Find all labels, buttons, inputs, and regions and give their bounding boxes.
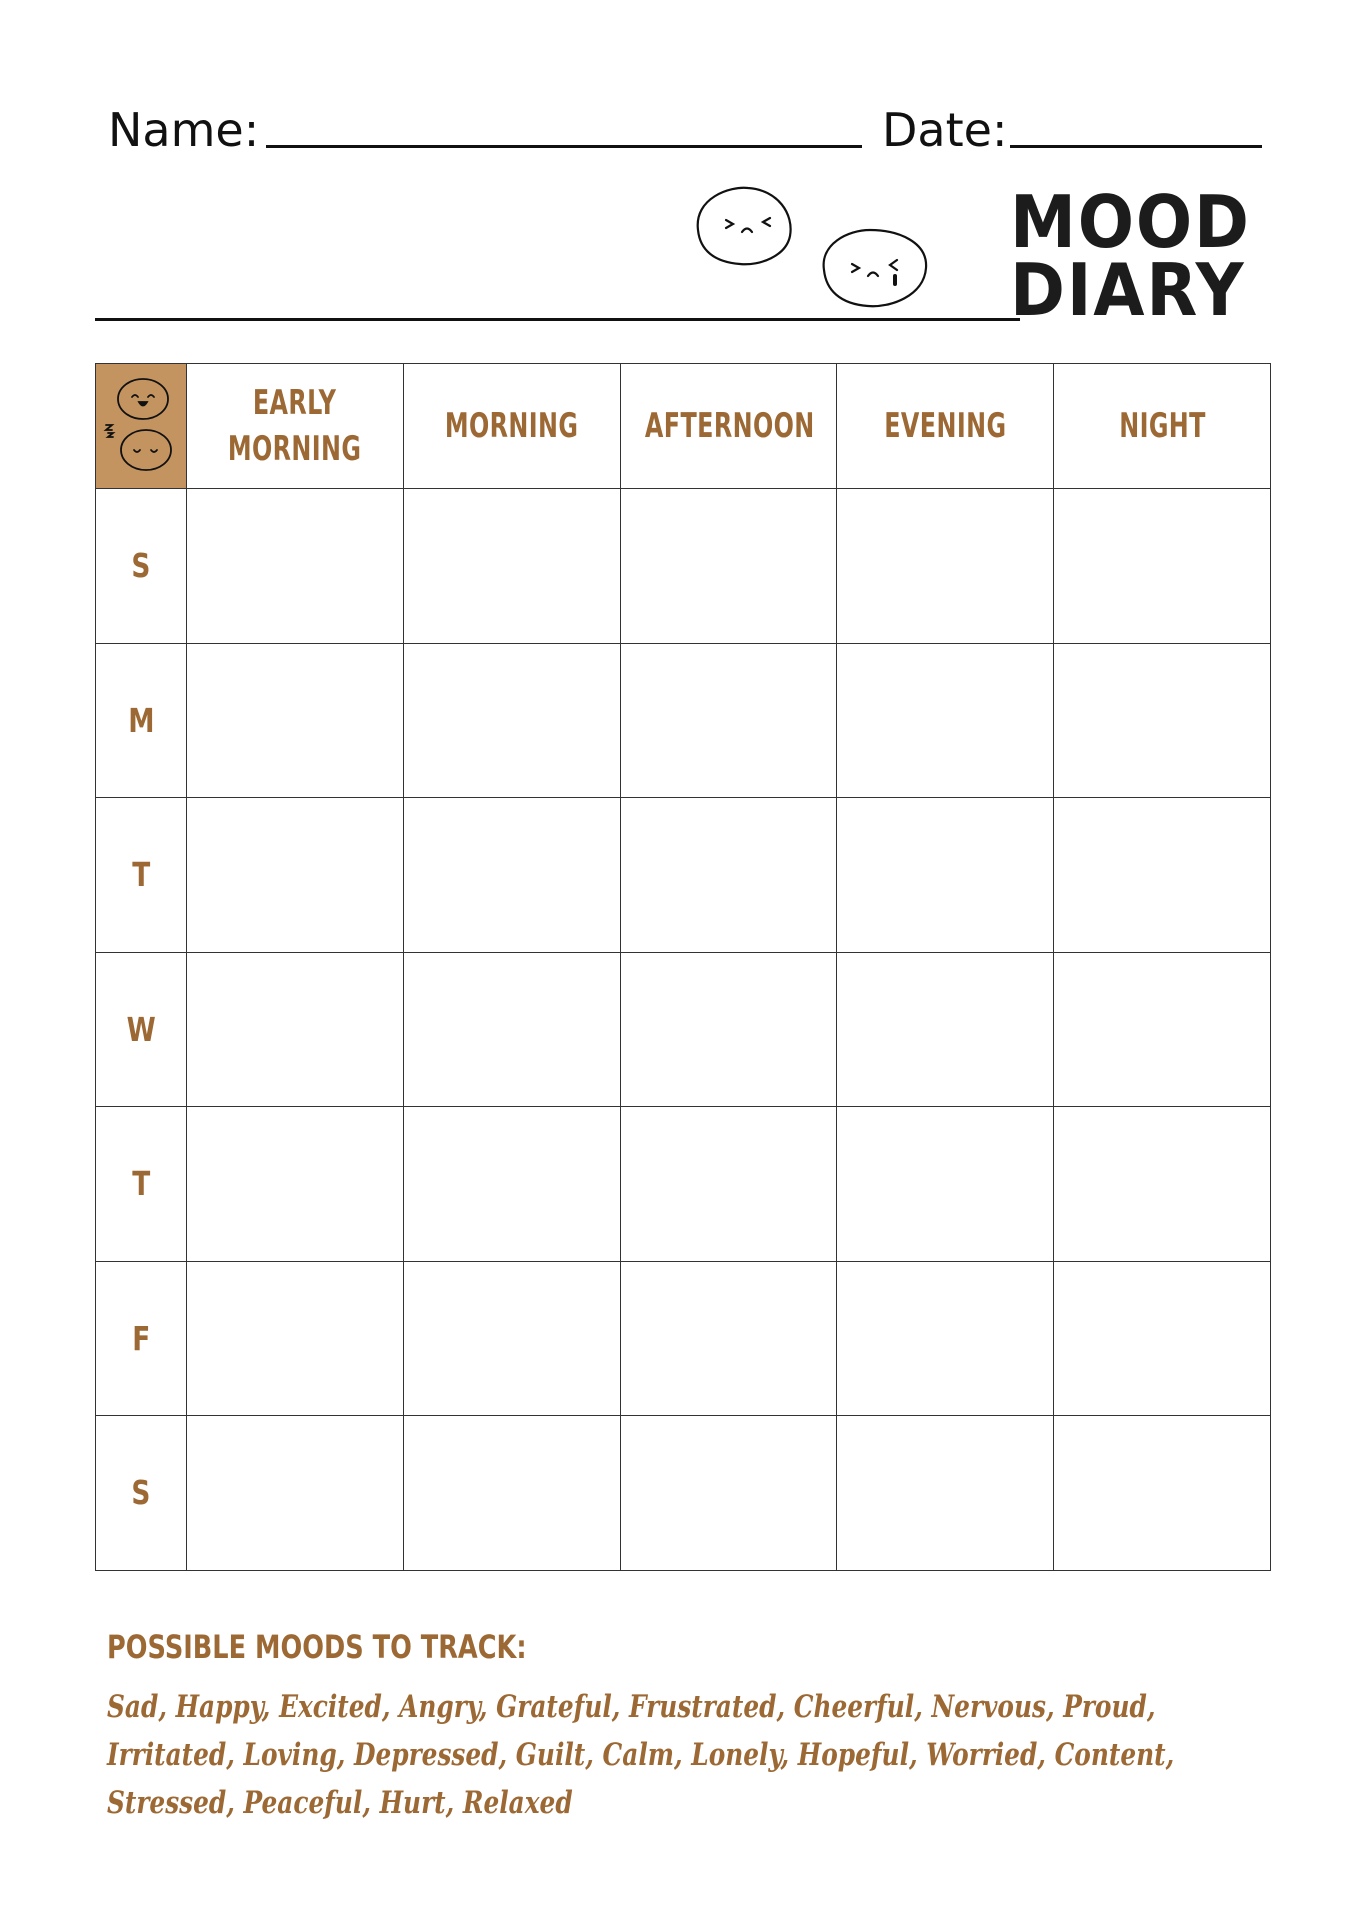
column-header-morning: MORNING xyxy=(403,364,620,489)
table-row xyxy=(96,1416,1271,1571)
entry-cell[interactable] xyxy=(837,1261,1054,1416)
entry-cell[interactable] xyxy=(837,643,1054,798)
entry-cell[interactable] xyxy=(837,489,1054,644)
entry-cell[interactable] xyxy=(403,1416,620,1571)
column-header-night: NIGHT xyxy=(1054,364,1271,489)
entry-cell[interactable] xyxy=(403,1107,620,1262)
title-line-1: MOOD xyxy=(1010,180,1251,264)
date-field-line[interactable] xyxy=(1010,145,1262,148)
entry-cell[interactable] xyxy=(620,798,837,953)
day-label: S xyxy=(131,1473,151,1513)
table-row xyxy=(96,489,1271,644)
crying-face-icon xyxy=(824,230,926,306)
title-underline xyxy=(95,318,1020,321)
moods-list xyxy=(107,1683,1243,1827)
moods-line: Stressed, Peaceful, Hurt, Relaxed xyxy=(107,1785,573,1821)
mood-tracker-table xyxy=(95,363,1271,1571)
entry-cell[interactable] xyxy=(620,952,837,1107)
entry-cell[interactable] xyxy=(1054,1107,1271,1262)
table-row xyxy=(96,1261,1271,1416)
title-line-2: DIARY xyxy=(1010,248,1246,332)
entry-cell[interactable] xyxy=(187,489,404,644)
entry-cell[interactable] xyxy=(1054,489,1271,644)
table-row xyxy=(96,1107,1271,1262)
column-header-evening: EVENING xyxy=(837,364,1054,489)
entry-cell[interactable] xyxy=(403,952,620,1107)
entry-cell[interactable] xyxy=(1054,643,1271,798)
day-label: T xyxy=(131,1164,150,1204)
happy-face-icon xyxy=(118,379,168,419)
moods-heading: POSSIBLE MOODS TO TRACK: xyxy=(107,1628,527,1666)
day-cell xyxy=(96,1261,187,1416)
entry-cell[interactable] xyxy=(403,798,620,953)
day-label: F xyxy=(131,1318,151,1358)
entry-cell[interactable] xyxy=(187,952,404,1107)
entry-cell[interactable] xyxy=(620,1416,837,1571)
entry-cell[interactable] xyxy=(187,643,404,798)
entry-cell[interactable] xyxy=(1054,798,1271,953)
entry-cell[interactable] xyxy=(187,1416,404,1571)
column-header-afternoon: AFTERNOON xyxy=(620,364,837,489)
date-label: Date: xyxy=(882,103,1008,157)
corner-cell xyxy=(96,364,187,489)
day-cell xyxy=(96,489,187,644)
day-label: T xyxy=(131,855,150,895)
day-cell xyxy=(96,1416,187,1571)
entry-cell[interactable] xyxy=(837,952,1054,1107)
header-row xyxy=(96,364,1271,489)
entry-cell[interactable] xyxy=(837,798,1054,953)
day-cell xyxy=(96,1107,187,1262)
corner-faces-decoration xyxy=(96,364,187,484)
entry-cell[interactable] xyxy=(620,643,837,798)
name-label: Name: xyxy=(108,103,260,157)
name-field-line[interactable] xyxy=(266,145,862,148)
mood-faces-decoration xyxy=(690,180,940,320)
table-row xyxy=(96,952,1271,1107)
frowning-face-icon xyxy=(698,188,791,264)
entry-cell[interactable] xyxy=(187,798,404,953)
day-cell xyxy=(96,643,187,798)
page-title xyxy=(1010,180,1251,332)
entry-cell[interactable] xyxy=(620,1107,837,1262)
table-row xyxy=(96,798,1271,953)
day-label: W xyxy=(126,1009,156,1049)
day-cell xyxy=(96,798,187,953)
entry-cell[interactable] xyxy=(1054,1416,1271,1571)
entry-cell[interactable] xyxy=(403,643,620,798)
table-row xyxy=(96,643,1271,798)
entry-cell[interactable] xyxy=(403,1261,620,1416)
entry-cell[interactable] xyxy=(187,1261,404,1416)
entry-cell[interactable] xyxy=(1054,952,1271,1107)
entry-cell[interactable] xyxy=(837,1416,1054,1571)
entry-cell[interactable] xyxy=(403,489,620,644)
sleeping-face-icon xyxy=(106,425,171,470)
moods-line: Irritated, Loving, Depressed, Guilt, Calm, Lonely, Hopeful, Worried, Content, xyxy=(107,1737,1175,1773)
entry-cell[interactable] xyxy=(1054,1261,1271,1416)
column-header-early-morning: EARLY MORNING xyxy=(187,364,404,489)
entry-cell[interactable] xyxy=(620,489,837,644)
day-label: S xyxy=(131,546,151,586)
entry-cell[interactable] xyxy=(837,1107,1054,1262)
moods-line: Sad, Happy, Excited, Angry, Grateful, Frustrated, Cheerful, Nervous, Proud, xyxy=(107,1689,1156,1725)
day-cell xyxy=(96,952,187,1107)
entry-cell[interactable] xyxy=(620,1261,837,1416)
entry-cell[interactable] xyxy=(187,1107,404,1262)
day-label: M xyxy=(127,700,155,740)
